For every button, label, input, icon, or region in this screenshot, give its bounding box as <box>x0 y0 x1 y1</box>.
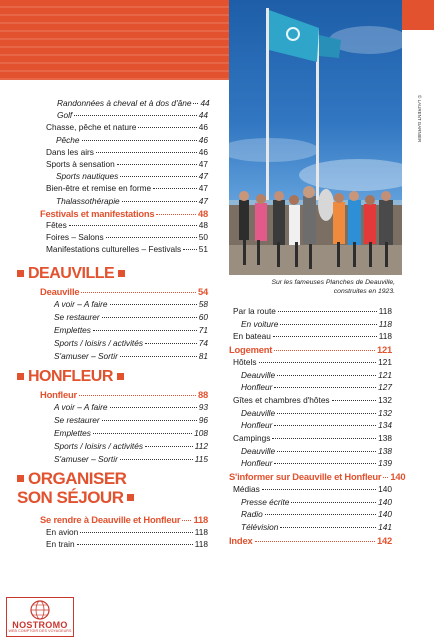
toc-leader-dots <box>120 459 193 460</box>
toc-entry-page: 47 <box>198 195 208 206</box>
toc-entry <box>46 122 208 132</box>
toc-entry <box>241 446 392 456</box>
toc-entry <box>40 208 208 219</box>
toc-leader-dots <box>80 532 192 533</box>
toc-entry-label: Deauville <box>241 445 276 456</box>
toc-entry <box>233 433 392 443</box>
toc-entry <box>241 458 392 468</box>
toc-entry-label: Sports à sensation <box>46 159 115 169</box>
toc-entry-label: Chasse, pêche et nature <box>46 122 137 133</box>
toc-entry-page: 118 <box>193 514 208 525</box>
toc-entry-label: Manifestations culturelles – Festivals <box>46 244 182 255</box>
toc-leader-dots <box>120 356 197 357</box>
toc-entry-label: Campings <box>233 433 271 443</box>
toc-entry-page: 46 <box>198 134 208 145</box>
toc-entry-label: Deauville <box>40 286 80 297</box>
toc-entry-page: 58 <box>198 299 208 309</box>
toc-entry-page: 50 <box>198 232 208 243</box>
toc-entry-label: Honfleur <box>40 389 77 400</box>
toc-entry-page: 112 <box>194 441 208 451</box>
toc-entry <box>54 338 208 348</box>
toc-leader-dots <box>255 541 375 542</box>
toc-entry-page: 47 <box>198 183 208 194</box>
toc-entry <box>56 135 208 145</box>
toc-entry-page: 132 <box>378 394 392 405</box>
toc-entry-label: Médias <box>233 483 260 494</box>
toc-leader-dots <box>122 201 197 202</box>
bullet-square-icon <box>17 373 24 380</box>
toc-leader-dots <box>277 413 376 414</box>
toc-entry-label: Gîtes et chambres d'hôtes <box>233 394 330 405</box>
bullet-square-icon <box>17 475 24 482</box>
logo-name: NOSTROMO <box>12 620 68 630</box>
toc-entry-page: 47 <box>198 171 208 182</box>
toc-entry-page: 121 <box>376 344 392 356</box>
toc-entry <box>241 319 392 329</box>
toc-entry-page: 108 <box>194 428 208 438</box>
toc-leader-dots <box>265 514 376 515</box>
toc-entry-page: 88 <box>197 389 208 400</box>
toc-entry-label: Emplettes <box>54 428 91 438</box>
toc-leader-dots <box>182 520 191 521</box>
toc-entry-page: 74 <box>198 338 208 348</box>
toc-entry-page: 46 <box>198 122 208 133</box>
toc-entry <box>54 428 208 438</box>
toc-entry <box>46 244 208 254</box>
toc-entry-label: S'informer sur Deauville et Honfleur <box>229 471 382 483</box>
toc-leader-dots <box>272 438 376 439</box>
toc-entry <box>46 539 208 549</box>
section-heading-honfleur: HONFLEUR <box>17 368 124 385</box>
toc-entry-label: Se restaurer <box>54 415 100 425</box>
header-band-right <box>402 0 434 30</box>
section-heading-sejour-line2: SON SÉJOUR <box>17 489 134 506</box>
toc-entry-label: Honfleur <box>241 420 273 431</box>
section-heading-deauville: DEAUVILLE <box>17 265 125 282</box>
bullet-square-icon <box>127 494 134 501</box>
toc-entry-page: 141 <box>378 521 392 532</box>
toc-entry-label: Dans les airs <box>46 146 94 157</box>
toc-entry-page: 115 <box>194 454 208 464</box>
toc-entry-page: 71 <box>198 325 208 335</box>
toc-entry-label: Foires – Salons <box>46 232 104 243</box>
toc-entry <box>46 183 208 193</box>
toc-entry-page: 138 <box>378 433 392 443</box>
toc-leader-dots <box>120 176 196 177</box>
photo-caption: Sur les fameuses Planches de Deauville, construites en 1923. <box>271 279 395 295</box>
photo-credit: © LAURENT GARNIER <box>417 95 422 143</box>
toc-leader-dots <box>274 425 376 426</box>
beach-photo-illustration <box>229 0 402 275</box>
toc-leader-dots <box>277 451 376 452</box>
toc-entry-page: 121 <box>378 369 392 380</box>
toc-leader-dots <box>273 336 377 337</box>
toc-entry-label: Honfleur <box>241 382 273 393</box>
toc-entry <box>54 325 208 335</box>
toc-leader-dots <box>81 292 196 293</box>
toc-leader-dots <box>69 225 197 226</box>
toc-entry-page: 140 <box>390 471 406 483</box>
toc-entry-page: 118 <box>378 318 392 329</box>
toc-entry-page: 44 <box>198 110 208 121</box>
toc-entry <box>56 171 208 181</box>
toc-entry-label: Télévision <box>241 521 279 532</box>
toc-entry <box>233 484 392 494</box>
toc-leader-dots <box>153 188 197 189</box>
toc-entry-label: A voir – A faire <box>54 299 108 309</box>
nostromo-logo <box>6 597 74 637</box>
toc-entry-page: 48 <box>198 220 208 230</box>
toc-entry <box>46 147 208 157</box>
toc-entry <box>46 232 208 242</box>
toc-leader-dots <box>278 311 377 312</box>
toc-entry-page: 51 <box>198 244 208 255</box>
toc-leader-dots <box>138 127 196 128</box>
toc-entry-page: 140 <box>378 509 392 520</box>
toc-entry <box>46 220 208 230</box>
toc-leader-dots <box>259 362 377 363</box>
toc-entry <box>241 497 392 507</box>
toc-entry-label: Festivals et manifestations <box>40 207 155 219</box>
header-band <box>0 0 229 80</box>
toc-entry-label: Sports / loisirs / activités <box>54 338 143 348</box>
toc-entry-label: Radio <box>241 509 263 520</box>
toc-entry-page: 47 <box>198 159 208 169</box>
toc-leader-dots <box>332 400 377 401</box>
toc-leader-dots <box>383 477 388 478</box>
toc-entry-label: En voiture <box>241 318 279 329</box>
toc-entry-page: 140 <box>378 483 392 494</box>
toc-entry-label: Se rendre à Deauville et Honfleur <box>40 514 181 525</box>
toc-entry <box>40 389 208 400</box>
toc-entry <box>57 110 208 120</box>
toc-entry-page: 118 <box>194 526 208 537</box>
toc-entry <box>241 420 392 430</box>
toc-entry-label: En train <box>46 539 75 549</box>
bullet-square-icon <box>118 270 125 277</box>
toc-entry-page: 44 <box>200 98 210 108</box>
toc-entry <box>241 382 392 392</box>
toc-entry <box>233 306 392 316</box>
toc-entry <box>56 196 208 206</box>
toc-entry-label: S'amuser – Sortir <box>54 454 118 464</box>
toc-entry-page: 60 <box>198 312 208 322</box>
toc-leader-dots <box>156 214 196 215</box>
toc-entry <box>54 441 208 451</box>
toc-entry-page: 118 <box>194 539 208 549</box>
toc-leader-dots <box>110 304 197 305</box>
toc-leader-dots <box>93 433 192 434</box>
toc-entry-page: 48 <box>197 207 208 219</box>
toc-entry-page: 54 <box>197 286 208 297</box>
toc-leader-dots <box>274 463 376 464</box>
toc-entry <box>54 299 208 309</box>
section-heading-sejour: ORGANISER <box>17 470 126 487</box>
toc-entry-page: 127 <box>378 382 392 393</box>
toc-entry-page: 134 <box>378 420 392 431</box>
toc-entry <box>54 402 208 412</box>
toc-entry <box>46 159 208 169</box>
toc-entry-label: Index <box>229 534 253 546</box>
toc-leader-dots <box>193 103 198 104</box>
logo-tagline: WEB COMPTOIR DES VOYAGEURS <box>8 629 72 633</box>
toc-leader-dots <box>145 446 193 447</box>
toc-entry-label: Thalassothérapie <box>56 195 120 206</box>
toc-entry-label: Emplettes <box>54 325 91 335</box>
toc-entry <box>54 351 208 361</box>
toc-leader-dots <box>106 237 197 238</box>
toc-leader-dots <box>262 489 376 490</box>
toc-entry-label: Pêche <box>56 134 80 145</box>
toc-entry <box>46 527 208 537</box>
toc-entry <box>241 522 392 532</box>
toc-entry-page: 138 <box>378 445 392 456</box>
toc-entry-page: 132 <box>378 407 392 418</box>
toc-entry-label: S'amuser – Sortir <box>54 351 118 361</box>
toc-entry-page: 96 <box>198 415 208 425</box>
toc-entry-label: Se restaurer <box>54 312 100 322</box>
toc-entry <box>241 370 392 380</box>
toc-entry-label: En bateau <box>233 331 271 342</box>
toc-entry-label: Randonnées à cheval et à dos d'âne <box>57 98 192 108</box>
toc-leader-dots <box>277 375 376 376</box>
toc-entry-label: A voir – A faire <box>54 402 108 412</box>
toc-leader-dots <box>96 152 197 153</box>
toc-entry <box>57 98 208 108</box>
toc-entry <box>241 509 392 519</box>
bullet-square-icon <box>117 373 124 380</box>
toc-leader-dots <box>280 527 376 528</box>
toc-entry <box>233 395 392 405</box>
toc-leader-dots <box>93 330 197 331</box>
toc-entry <box>54 415 208 425</box>
toc-leader-dots <box>291 502 376 503</box>
toc-entry-label: Sports / loisirs / activités <box>54 441 143 451</box>
toc-entry-label: Bien-être et remise en forme <box>46 183 152 194</box>
toc-entry-label: Sports nautiques <box>56 171 119 182</box>
toc-entry-page: 93 <box>198 402 208 412</box>
toc-entry <box>229 471 406 483</box>
toc-entry <box>233 357 392 367</box>
toc-entry-label: Golf <box>57 110 73 121</box>
toc-entry-page: 81 <box>198 351 208 361</box>
toc-leader-dots <box>74 115 197 116</box>
toc-entry-label: Honfleur <box>241 458 273 469</box>
toc-entry-label: En avion <box>46 526 79 537</box>
toc-leader-dots <box>102 317 197 318</box>
toc-entry-label: Fêtes <box>46 220 67 230</box>
toc-entry-page: 118 <box>378 331 392 342</box>
toc-entry-page: 118 <box>378 306 392 316</box>
toc-leader-dots <box>77 544 193 545</box>
toc-leader-dots <box>110 407 197 408</box>
toc-leader-dots <box>102 420 197 421</box>
toc-leader-dots <box>274 350 375 351</box>
toc-entry-label: Deauville <box>241 369 276 380</box>
toc-entry-label: Presse écrite <box>241 496 290 507</box>
toc-entry <box>54 312 208 322</box>
toc-entry-label: Logement <box>229 344 273 356</box>
toc-leader-dots <box>82 140 197 141</box>
toc-leader-dots <box>79 395 196 396</box>
toc-entry <box>229 344 392 355</box>
toc-entry <box>54 454 208 464</box>
toc-entry <box>241 408 392 418</box>
toc-entry <box>40 514 208 525</box>
toc-entry <box>40 286 208 297</box>
toc-entry-page: 46 <box>198 146 208 157</box>
toc-leader-dots <box>280 324 376 325</box>
toc-entry-page: 121 <box>378 356 392 367</box>
toc-entry-label: Deauville <box>241 407 276 418</box>
toc-entry-label: Par la route <box>233 306 276 316</box>
toc-leader-dots <box>145 343 197 344</box>
toc-entry-page: 139 <box>378 458 392 469</box>
beach-photo <box>229 0 402 275</box>
toc-entry-page: 142 <box>376 534 392 546</box>
toc-leader-dots <box>274 387 376 388</box>
toc-leader-dots <box>117 164 197 165</box>
toc-leader-dots <box>183 249 197 250</box>
toc-entry-label: Hôtels <box>233 356 257 367</box>
toc-entry <box>233 331 392 341</box>
toc-entry-page: 140 <box>378 496 392 507</box>
toc-entry <box>229 535 392 546</box>
bullet-square-icon <box>17 270 24 277</box>
